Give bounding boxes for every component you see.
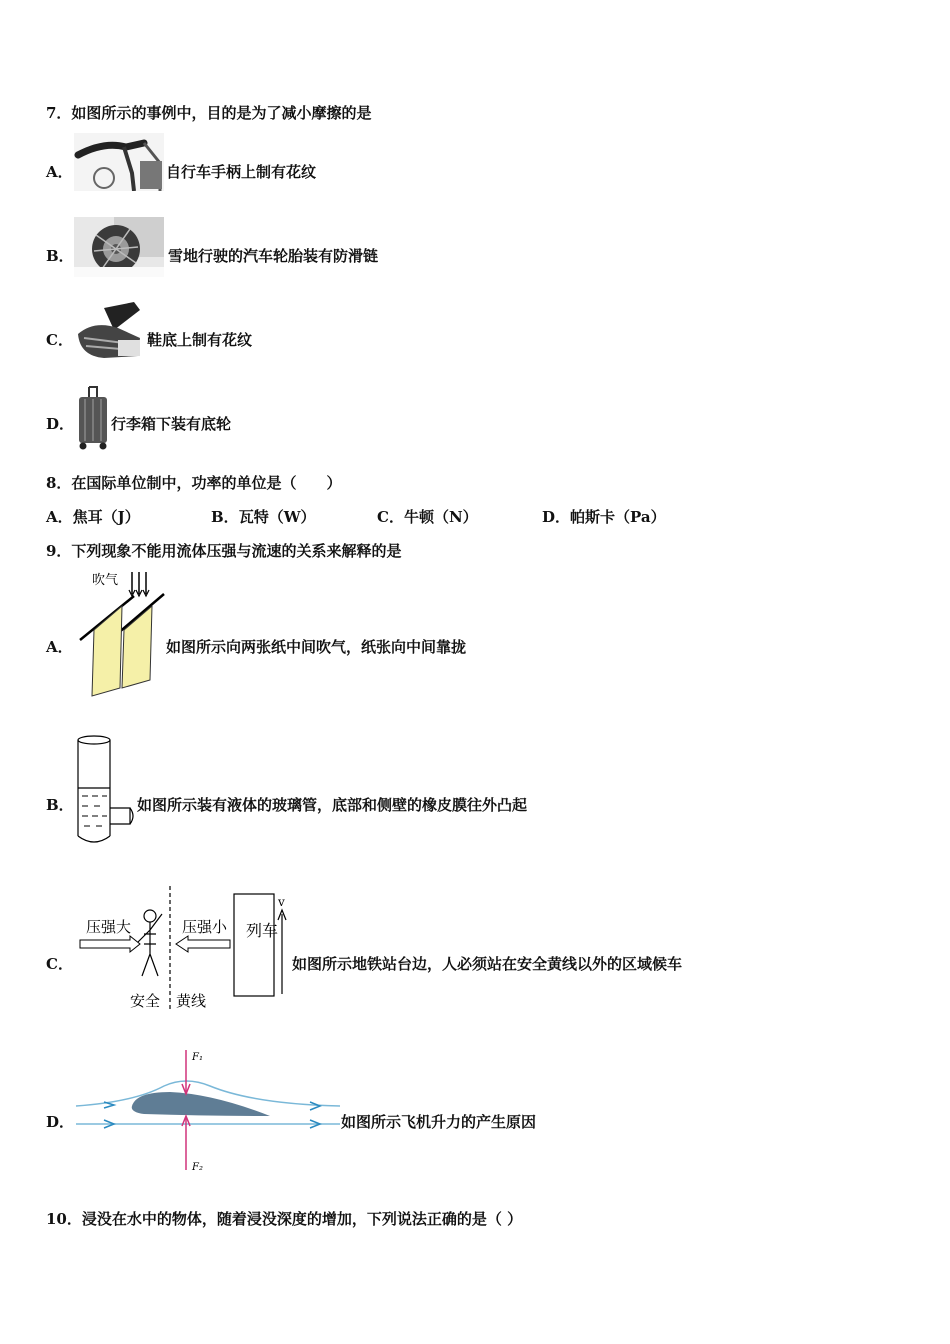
q7-option-c-letter: C．	[46, 331, 73, 349]
q10-stem: 10．浸没在水中的物体，随着浸没深度的增加，下列说法正确的是（ ）	[46, 1210, 523, 1228]
bicycle-handle-icon	[74, 133, 164, 191]
q8-option-d-letter: D．	[542, 508, 571, 526]
q7-option-c-text: 鞋底上制有花纹	[147, 331, 253, 349]
suitcase-wheels-icon	[76, 385, 110, 451]
q9-option-b-letter: B．	[46, 796, 74, 814]
subway-platform-diagram	[78, 884, 292, 1014]
snow-chain-tire-icon	[74, 217, 164, 277]
q9-option-b-text: 如图所示装有液体的玻璃管，底部和侧壁的橡皮膜往外凸起	[137, 796, 528, 814]
q8-option-a	[46, 506, 140, 527]
q8-option-c-text: 牛顿（N）	[403, 508, 478, 526]
q8-option-a-letter: A．	[46, 508, 73, 526]
q7-option-a-letter: A．	[46, 163, 73, 181]
high-pressure-label: 压强大	[86, 918, 132, 936]
q7-stem: 7．如图所示的事例中，目的是为了减小摩擦的是	[46, 104, 372, 122]
f2-label: F₂	[192, 1162, 203, 1173]
q9-option-a-letter: A．	[46, 638, 73, 656]
q8-option-b-letter: B．	[211, 508, 239, 526]
q8-option-d	[542, 506, 666, 527]
q8-option-c	[377, 506, 478, 527]
train-label: 列车	[246, 921, 279, 940]
q8-option-c-letter: C．	[377, 508, 404, 526]
airfoil-lift-diagram	[74, 1046, 340, 1174]
f1-label: F₁	[192, 1052, 203, 1063]
q9-option-d-letter: D．	[46, 1113, 75, 1131]
glass-tube-diagram	[74, 732, 136, 848]
q9-option-c-text: 如图所示地铁站台边，人必须站在安全黄线以外的区域候车	[292, 955, 683, 973]
q7-option-a-text: 自行车手柄上制有花纹	[166, 163, 317, 181]
blowing-paper-diagram	[74, 568, 166, 698]
blow-label: 吹气	[92, 573, 119, 588]
q9-stem: 9．下列现象不能用流体压强与流速的关系来解释的是	[46, 542, 402, 560]
low-pressure-label: 压强小	[182, 918, 228, 936]
shoe-sole-icon	[74, 300, 144, 362]
yellow-line-label: 黄线	[176, 992, 207, 1010]
q8-option-b-text: 瓦特（W）	[238, 508, 316, 526]
q9-option-d-text: 如图所示飞机升力的产生原因	[341, 1113, 537, 1131]
safe-label: 安全	[130, 992, 161, 1010]
q7-option-d-text: 行李箱下装有底轮	[111, 415, 232, 433]
q9-option-c-letter: C．	[46, 955, 73, 973]
q7-option-b-letter: B．	[46, 247, 74, 265]
q9-option-a-text: 如图所示向两张纸中间吹气，纸张向中间靠拢	[166, 638, 467, 656]
q7-option-b-text: 雪地行驶的汽车轮胎装有防滑链	[168, 247, 379, 265]
q7-option-d-letter: D．	[46, 415, 75, 433]
q8-option-b	[211, 506, 316, 527]
q8-stem: 8．在国际单位制中，功率的单位是（ ）	[46, 474, 342, 492]
q8-option-d-text: 帕斯卡（Pa）	[570, 508, 666, 526]
velocity-label: v	[278, 895, 285, 909]
q8-option-a-text: 焦耳（J）	[72, 508, 140, 526]
